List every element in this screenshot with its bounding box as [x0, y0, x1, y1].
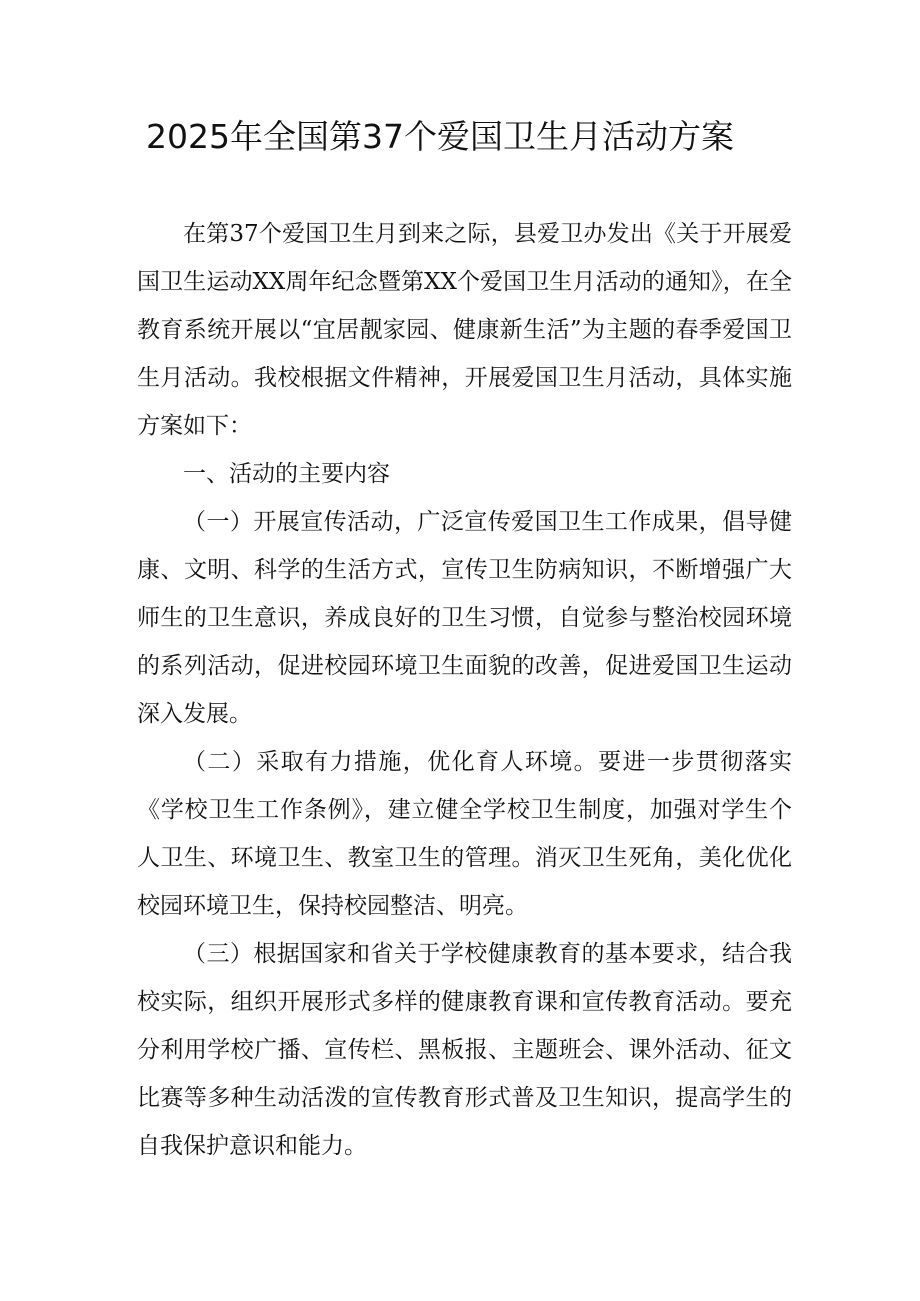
item-2-block — [137, 738, 792, 930]
item-3-block — [137, 930, 792, 1170]
document-title: 2025年全国第37个爱国卫生月活动方案 — [146, 117, 734, 156]
item-3-paragraph: （三）根据国家和省关于学校健康教育的基本要求，结合我校实际，组织开展形式多样的健康教育课和宣传教育活动。要充分利用学校广播、宣传栏、黑板报、主题班会、课外活动、征文比赛等多种生动活泼的宣传教育形式普及卫生知识，提高学生的自我保护意识和能力。 — [137, 941, 792, 1159]
intro-paragraph-block — [137, 210, 792, 450]
section-heading: 一、活动的主要内容 — [183, 461, 390, 487]
item-1-block — [137, 498, 792, 738]
item-2-paragraph: （二）采取有力措施，优化育人环境。要进一步贯彻落实《学校卫生工作条例》，建立健全学校卫生制度，加强对学生个人卫生、环境卫生、教室卫生的管理。消灭卫生死角，美化优化校园环境卫生，保持校园整洁、明亮。 — [137, 749, 792, 919]
section-heading-block — [137, 450, 792, 498]
item-1-paragraph: （一）开展宣传活动，广泛宣传爱国卫生工作成果，倡导健康、文明、科学的生活方式，宣传卫生防病知识，不断增强广大师生的卫生意识，养成良好的卫生习惯，自觉参与整治校园环境的系列活动，促进校园环境卫生面貌的改善，促进爱国卫生运动深入发展。 — [137, 509, 792, 727]
intro-paragraph: 在第37个爱国卫生月到来之际，县爱卫办发出《关于开展爱国卫生运动XX周年纪念暨第XX个爱国卫生月活动的通知》，在全教育系统开展以“宜居靓家园、健康新生活”为主题的春季爱国卫生月活动。我校根据文件精神，开展爱国卫生月活动，具体实施方案如下： — [137, 221, 792, 439]
